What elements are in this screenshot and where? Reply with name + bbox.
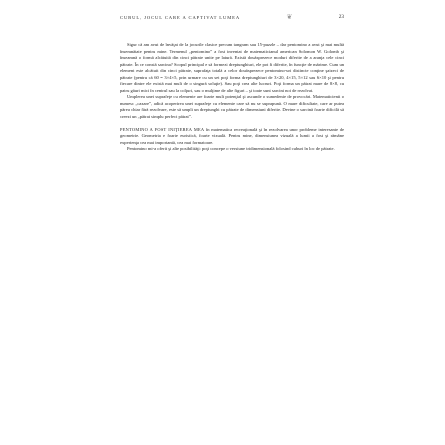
paragraph-1: Sigur că am avut de învăţat de la jocurile clasice precum tangram sau 15-puzzle – dar pentomino a avut şi mai multă însemnătate pentru mine. Termenul „pentomino” a fost inventat de matematicianul american Solomon W. Golomb şi înseamnă o formă alcătuită din cinci pătrate unite pe latură. Există douăsprezece moduri diferite de a aranja cele cinci pătrate. În ce constă sarcina? Scopul principal e să formezi dreptunghiuri, ele pot fi diferite, în funcţie de mărime. Cum un element este alcătuit din cinci pătrate, suprafaţa totală a celor douăsprezece pentomino-uri distincte conţine şaizeci de pătrate (pentru că 60 = 3×4×5, prin urmare cu un set poţi forma dreptunghiuri de 3×20, 4×15, 5×12 sau 6×10 şi pentru fiecare dintre ele există mai mult de o singură soluţie). Sau poţi crea alte lucruri. Poţi forma un pătrat mare de 8×8, cu patru găuri mici în centrul sau la colţuri, sau o mulţime de alte figuri – şi toate sunt sarcini noi de rezolvat. <box>120 42 344 93</box>
running-title: CUBUL, JOCUL CARE A CAPTIVAT LUMEA <box>120 14 241 20</box>
paragraph-3-text: în matematica recreaţională şi în rezolvarea unor probleme interesante de geometrie. Geometria e foarte euristică, foarte vizuală. Pentru mine, dimensiunea vizuală a lumii a fost şi rămâne experienţa cea mai importantă, cea mai formatoare. <box>120 126 344 145</box>
paragraph-3 <box>120 127 344 147</box>
paragraph-2: Umplerea unei suprafeţe cu elemente are foarte mult potenţial şi ascunde o sumedenie de provocări. Matematicienii o numesc „cazare”, adică acoperirea unei suprafeţe cu elemente care să nu se suprapună. O mare dificultate, care ar putea părea chiar fără rezolvare, este să umpli un dreptunghi cu pătrate de dimensiuni diferite. Devine o sarcină foarte dificilă să creezi un „pătrat simplu perfect pătrat”. <box>120 94 344 119</box>
section-lead-in: PENTOMINO A FOST INIŢIEREA MEA <box>120 126 205 132</box>
fleuron-icon: ❦ <box>286 12 293 21</box>
body-text <box>120 42 344 153</box>
page-number: 23 <box>338 14 344 20</box>
running-head <box>120 11 344 23</box>
paragraph-4: Pentomino mi-a oferit şi alte posibilităţi: poţi concepe o versiune tridimensională folosind cuburi în loc de pătrate. <box>127 146 335 152</box>
